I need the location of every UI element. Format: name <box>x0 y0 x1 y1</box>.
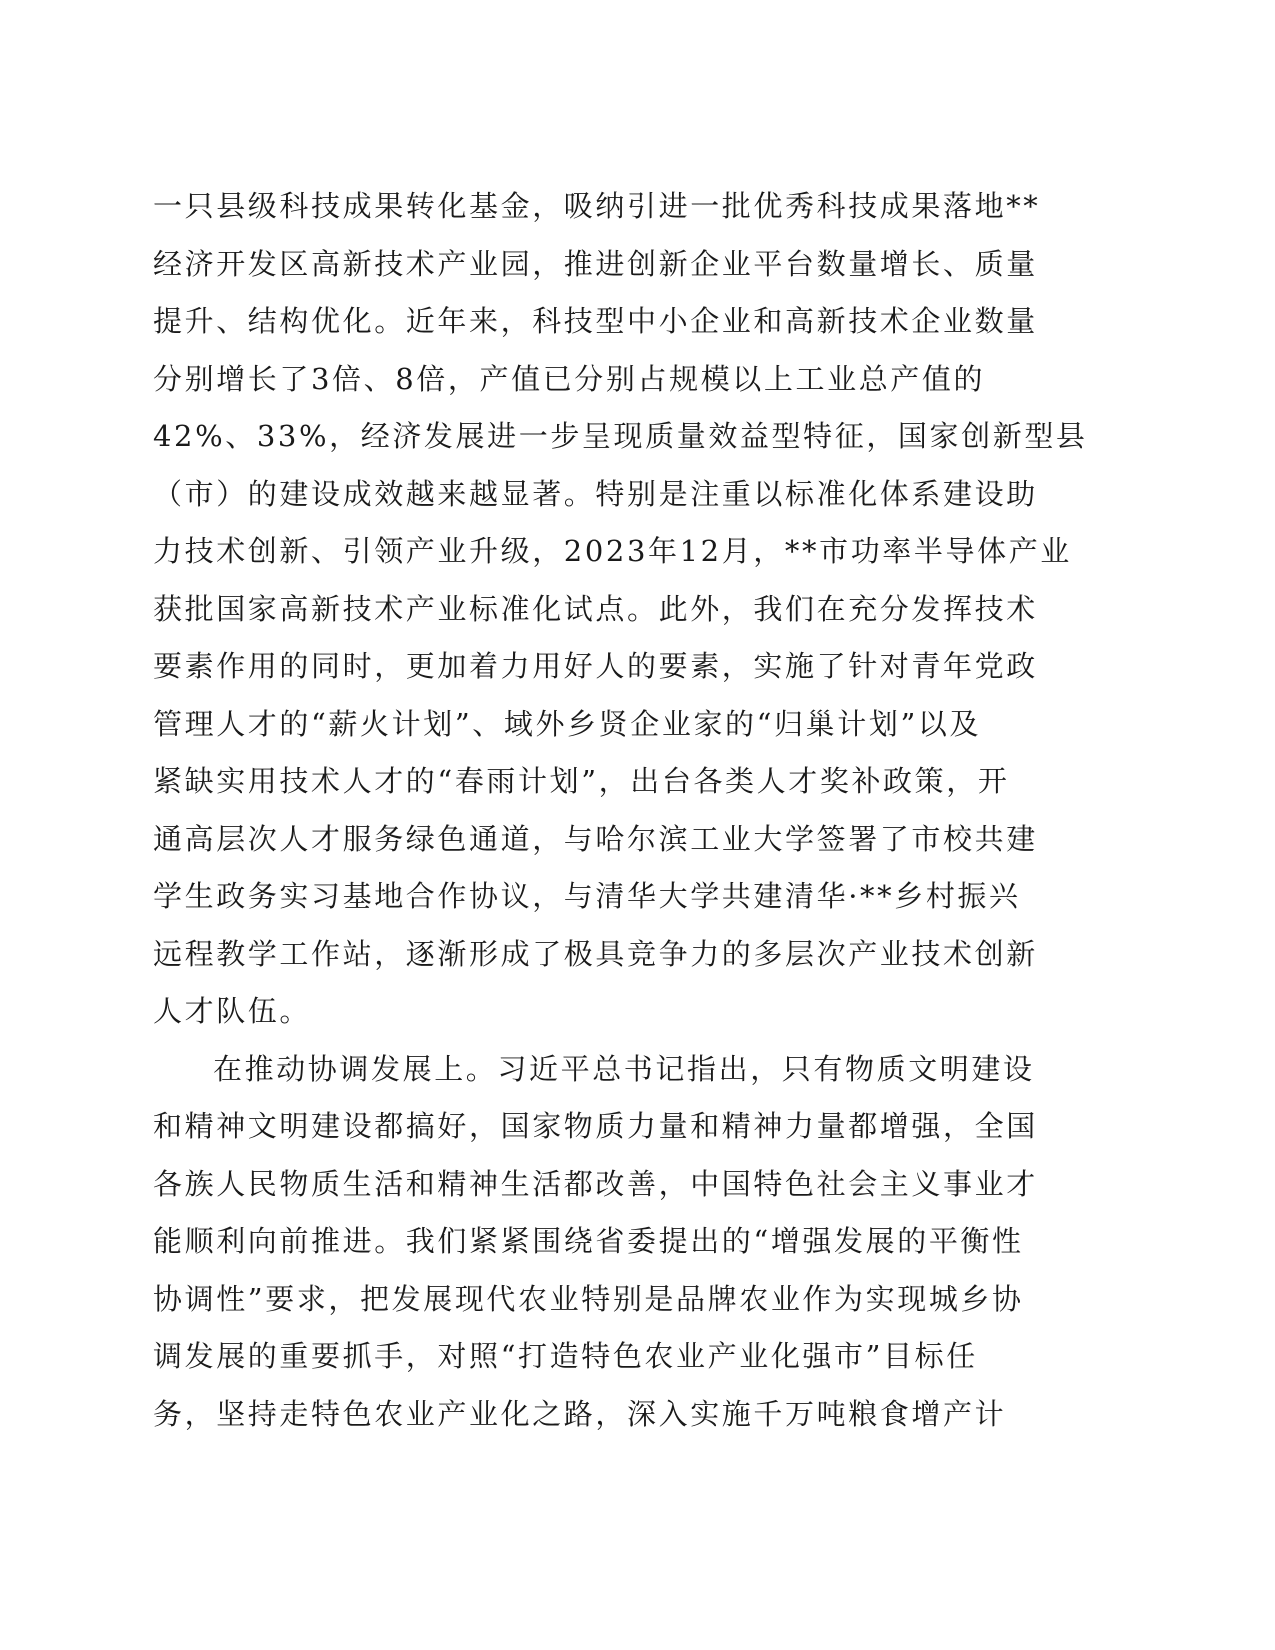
text-line: 各族人民物质生活和精神生活都改善，中国特色社会主义事业才 <box>153 1166 1038 1201</box>
text-line: 获批国家高新技术产业标准化试点。此外，我们在充分发挥技术 <box>153 591 1038 626</box>
text-line: 紧缺实用技术人才的“春雨计划”，出台各类人才奖补政策，开 <box>153 764 1010 798</box>
text-line: 力技术创新、引领产业升级，2023年12月，**市功率半导体产业 <box>153 534 1072 568</box>
text-line: 学生政务实习基地合作协议，与清华大学共建清华·**乡村振兴 <box>153 879 1021 913</box>
text-line: 经济开发区高新技术产业园，推进创新企业平台数量增长、质量 <box>153 246 1038 281</box>
text-line: 42%、33%，经济发展进一步呈现质量效益型特征，国家创新型县 <box>153 419 1088 453</box>
text-line: 通高层次人才服务绿色通道，与哈尔滨工业大学签署了市校共建 <box>153 821 1038 856</box>
paragraph-first-line: 在推动协调发展上。习近平总书记指出，只有物质文明建设 <box>213 1051 1035 1086</box>
text-line: 要素作用的同时，更加着力用好人的要素，实施了针对青年党政 <box>153 649 1038 683</box>
text-line: 协调性”要求，把发展现代农业特别是品牌农业作为实现城乡协 <box>153 1281 1024 1316</box>
body-text <box>153 178 1113 1443</box>
text-line: 一只县级科技成果转化基金，吸纳引进一批优秀科技成果落地** <box>153 189 1041 223</box>
text-line: 和精神文明建设都搞好，国家物质力量和精神力量都增强，全国 <box>153 1109 1038 1143</box>
text-line: 人才队伍。 <box>153 994 312 1028</box>
text-line: 提升、结构优化。近年来，科技型中小企业和高新技术企业数量 <box>153 304 1038 338</box>
text-line: 分别增长了3倍、8倍，产值已分别占规模以上工业总产值的 <box>153 361 986 396</box>
text-line: （市）的建设成效越来越显著。特别是注重以标准化体系建设助 <box>153 476 1038 511</box>
text-line: 调发展的重要抓手，对照“打造特色农业产业化强市”目标任 <box>153 1339 978 1373</box>
text-line: 务，坚持走特色农业产业化之路，深入实施千万吨粮食增产计 <box>153 1396 1007 1431</box>
text-line: 远程教学工作站，逐渐形成了极具竞争力的多层次产业技术创新 <box>153 936 1038 971</box>
text-line: 管理人才的“薪火计划”、域外乡贤企业家的“归巢计划”以及 <box>153 706 982 741</box>
text-line: 能顺利向前推进。我们紧紧围绕省委提出的“增强发展的平衡性 <box>153 1224 1024 1258</box>
